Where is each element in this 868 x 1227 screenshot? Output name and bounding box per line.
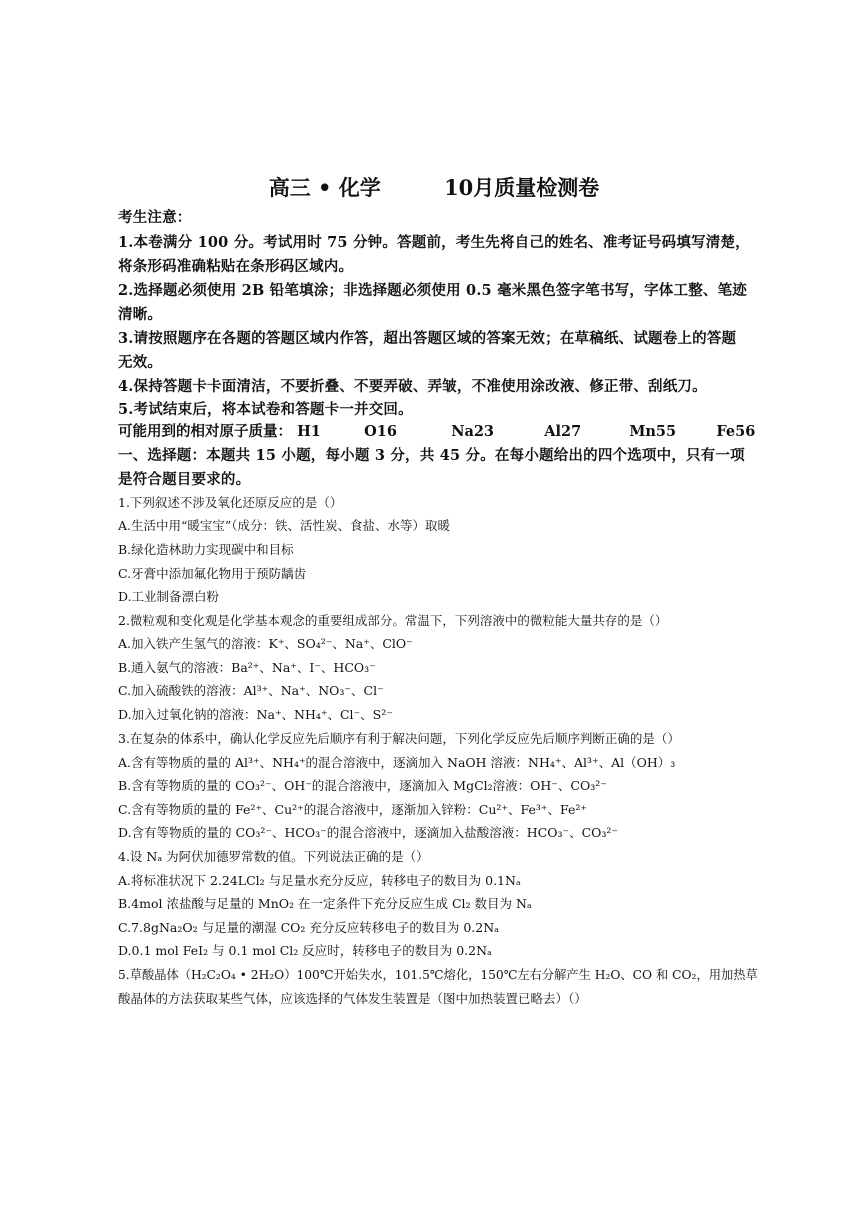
notice-line: 1.本卷满分 100 分。考试用时 75 分钟。答题前，考生先将自己的姓名、准考证号码填写清楚， [118, 234, 750, 251]
notice-line: 4.保持答题卡卡面清洁，不要折叠、不要弄破、弄皱，不准使用涂改液、修正带、刮纸刀。 [118, 378, 707, 395]
question-option: D.加入过氧化钠的溶液：Na⁺、NH₄⁺、Cl⁻、S²⁻ [118, 707, 393, 722]
question-option: D.含有等物质的量的 CO₃²⁻、HCO₃⁻的混合溶液中，逐滴加入盐酸溶液：HCO₃⁻、CO₃²⁻ [118, 825, 619, 840]
notice-line: 3.请按照题序在各题的答题区域内作答，超出答题区域的答案无效；在草稿纸、试题卷上的答题 [118, 330, 737, 347]
question-stem: 2.微粒观和变化观是化学基本观念的重要组成部分。常温下，下列溶液中的微粒能大量共存的是（） [118, 613, 668, 628]
atomic-masses-label: 可能用到的相对原子质量： [118, 423, 292, 440]
question-option: C.加入硫酸铁的溶液：Al³⁺、Na⁺、NO₃⁻、Cl⁻ [118, 683, 384, 698]
question-stem: 4.设 Nₐ 为阿伏加德罗常数的值。下列说法正确的是（） [118, 849, 429, 864]
atomic-mass-item: Al27 [544, 423, 582, 440]
question-option: B.4mol 浓盐酸与足量的 MnO₂ 在一定条件下充分反应生成 Cl₂ 数目为 Nₐ [118, 896, 532, 911]
atomic-mass-item: Na23 [451, 423, 495, 440]
page-title [0, 172, 868, 202]
question-option: A.含有等物质的量的 Al³⁺、NH₄⁺的混合溶液中，逐滴加入 NaOH 溶液：NH₄⁺、Al³⁺、Al（OH）₃ [118, 755, 676, 770]
question-option: A.生活中用“暖宝宝”（成分：铁、活性炭、食盐、水等）取暖 [118, 518, 451, 533]
question-stem: 3.在复杂的体系中，确认化学反应先后顺序有利于解决问题，下列化学反应先后顺序判断正确的是（） [118, 731, 680, 746]
notice-line: 5.考试结束后，将本试卷和答题卡一并交回。 [118, 401, 413, 418]
title-exam-name: 10月质量检测卷 [444, 175, 600, 200]
question-option: B.通入氨气的溶液：Ba²⁺、Na⁺、I⁻、HCO₃⁻ [118, 660, 376, 675]
atomic-masses [118, 420, 758, 441]
atomic-mass-item: Mn55 [629, 423, 677, 440]
atomic-mass-item: H1 [297, 423, 321, 440]
section-heading: 是符合题目要求的。 [118, 471, 251, 488]
notice-heading: 考生注意： [118, 209, 192, 226]
notice-line: 2.选择题必须使用 2B 铅笔填涂；非选择题必须使用 0.5 毫米黑色签字笔书写，字体工整、笔迹 [118, 282, 747, 299]
atomic-mass-item: O16 [364, 423, 397, 440]
question-option: D.工业制备漂白粉 [118, 589, 220, 604]
question-option: C.牙膏中添加氟化物用于预防龋齿 [118, 566, 307, 581]
notice-line: 将条形码准确粘贴在条形码区域内。 [118, 258, 354, 275]
notice-line: 无效。 [118, 354, 163, 371]
question-stem: 1.下列叙述不涉及氧化还原反应的是（） [118, 495, 343, 510]
question-option: A.将标准状况下 2.24LCl₂ 与足量水充分反应，转移电子的数目为 0.1Nₐ [118, 873, 521, 888]
section-heading: 一、选择题：本题共 15 小题，每小题 3 分，共 45 分。在每小题给出的四个选项中，只有一项 [118, 447, 745, 464]
question-option: A.加入铁产生氢气的溶液：K⁺、SO₄²⁻、Na⁺、ClO⁻ [118, 636, 413, 651]
question-option: D.0.1 mol FeI₂ 与 0.1 mol Cl₂ 反应时，转移电子的数目为 0.2Nₐ [118, 943, 492, 958]
question-stem: 5.草酸晶体（H₂C₂O₄ • 2H₂O）100℃开始失水，101.5℃熔化，150℃左右分解产生 H₂O、CO 和 CO₂，用加热草 [118, 968, 758, 982]
question-option: B.含有等物质的量的 CO₃²⁻、OH⁻的混合溶液中，逐滴加入 MgCl₂溶液：OH⁻、CO₃²⁻ [118, 778, 607, 793]
question-option: B.绿化造林助力实现碳中和目标 [118, 542, 294, 557]
question-option: C.7.8gNa₂O₂ 与足量的潮湿 CO₂ 充分反应转移电子的数目为 0.2Nₐ [118, 920, 499, 935]
notice-line: 清晰。 [118, 306, 163, 323]
atomic-mass-item: Fe56 [716, 423, 756, 440]
question-option: C.含有等物质的量的 Fe²⁺、Cu²⁺的混合溶液中，逐渐加入锌粉：Cu²⁺、Fe³⁺、Fe²⁺ [118, 802, 588, 817]
question-stem: 酸晶体的方法获取某些气体，应该选择的气体发生装置是（图中加热装置已略去）（） [118, 991, 587, 1006]
title-subject: 高三 • 化学 [268, 175, 381, 200]
